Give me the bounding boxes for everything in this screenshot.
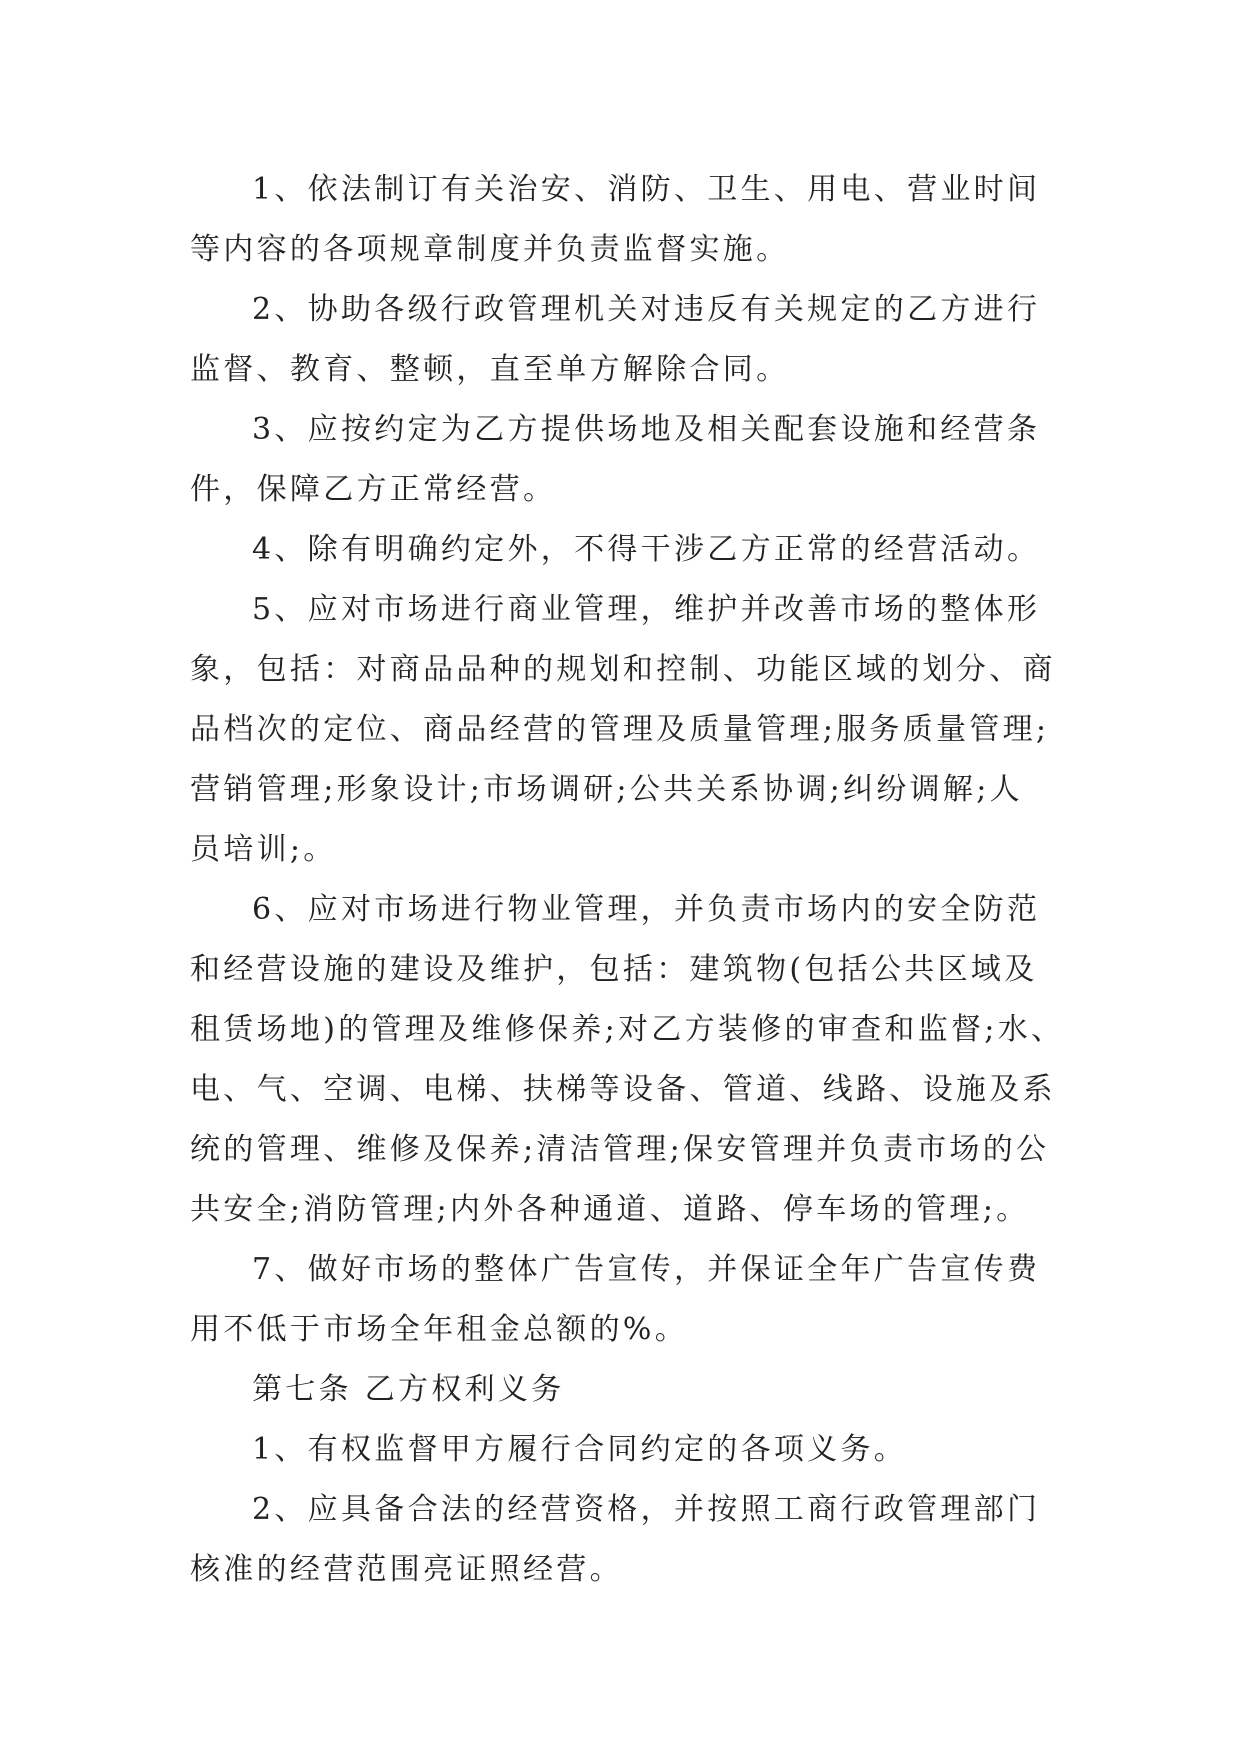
paragraph-5 xyxy=(190,580,1070,880)
text-line: 1、有权监督甲方履行合同约定的各项义务。 xyxy=(252,1432,908,1467)
text-line: 3、应按约定为乙方提供场地及相关配套设施和经营条 xyxy=(252,412,1041,447)
paragraph-6 xyxy=(190,880,1070,1240)
text-line: 营销管理;形象设计;市场调研;公共关系协调;纠纷调解;人 xyxy=(190,772,1023,807)
text-line: 等内容的各项规章制度并负责监督实施。 xyxy=(190,232,790,267)
text-line: 4、除有明确约定外，不得干涉乙方正常的经营活动。 xyxy=(252,532,1041,567)
text-line: 品档次的定位、商品经营的管理及质量管理;服务质量管理; xyxy=(190,712,1050,747)
text-line: 件，保障乙方正常经营。 xyxy=(190,472,557,507)
text-line: 7、做好市场的整体广告宣传，并保证全年广告宣传费 xyxy=(252,1252,1041,1287)
text-line: 员培训;。 xyxy=(190,832,337,867)
text-line: 2、应具备合法的经营资格，并按照工商行政管理部门 xyxy=(252,1492,1041,1527)
paragraph-2 xyxy=(190,280,1070,400)
paragraph-9 xyxy=(190,1420,1070,1480)
text-line: 用不低于市场全年租金总额的%。 xyxy=(190,1312,689,1347)
text-line: 监督、教育、整顿，直至单方解除合同。 xyxy=(190,352,790,387)
article-heading xyxy=(190,1360,1070,1420)
paragraph-4 xyxy=(190,520,1070,580)
text-line: 核准的经营范围亮证照经营。 xyxy=(190,1552,623,1587)
text-line: 租赁场地)的管理及维修保养;对乙方装修的审查和监督;水、 xyxy=(190,1012,1065,1047)
text-line: 电、气、空调、电梯、扶梯等设备、管道、线路、设施及系 xyxy=(190,1072,1056,1107)
text-line: 象，包括：对商品品种的规划和控制、功能区域的划分、商 xyxy=(190,652,1056,687)
text-line: 6、应对市场进行物业管理，并负责市场内的安全防范 xyxy=(252,892,1041,927)
text-line: 共安全;消防管理;内外各种通道、道路、停车场的管理;。 xyxy=(190,1192,1030,1227)
document-body xyxy=(190,160,1070,1600)
paragraph-1 xyxy=(190,160,1070,280)
paragraph-10 xyxy=(190,1480,1070,1600)
text-line: 5、应对市场进行商业管理，维护并改善市场的整体形 xyxy=(252,592,1041,627)
text-line: 1、依法制订有关治安、消防、卫生、用电、营业时间 xyxy=(252,172,1041,207)
text-line: 统的管理、维修及保养;清洁管理;保安管理并负责市场的公 xyxy=(190,1132,1050,1167)
text-line: 2、协助各级行政管理机关对违反有关规定的乙方进行 xyxy=(252,292,1041,327)
text-line: 第七条 乙方权利义务 xyxy=(252,1372,565,1407)
text-line: 和经营设施的建设及维护，包括：建筑物(包括公共区域及 xyxy=(190,952,1038,987)
paragraph-3 xyxy=(190,400,1070,520)
paragraph-7 xyxy=(190,1240,1070,1360)
